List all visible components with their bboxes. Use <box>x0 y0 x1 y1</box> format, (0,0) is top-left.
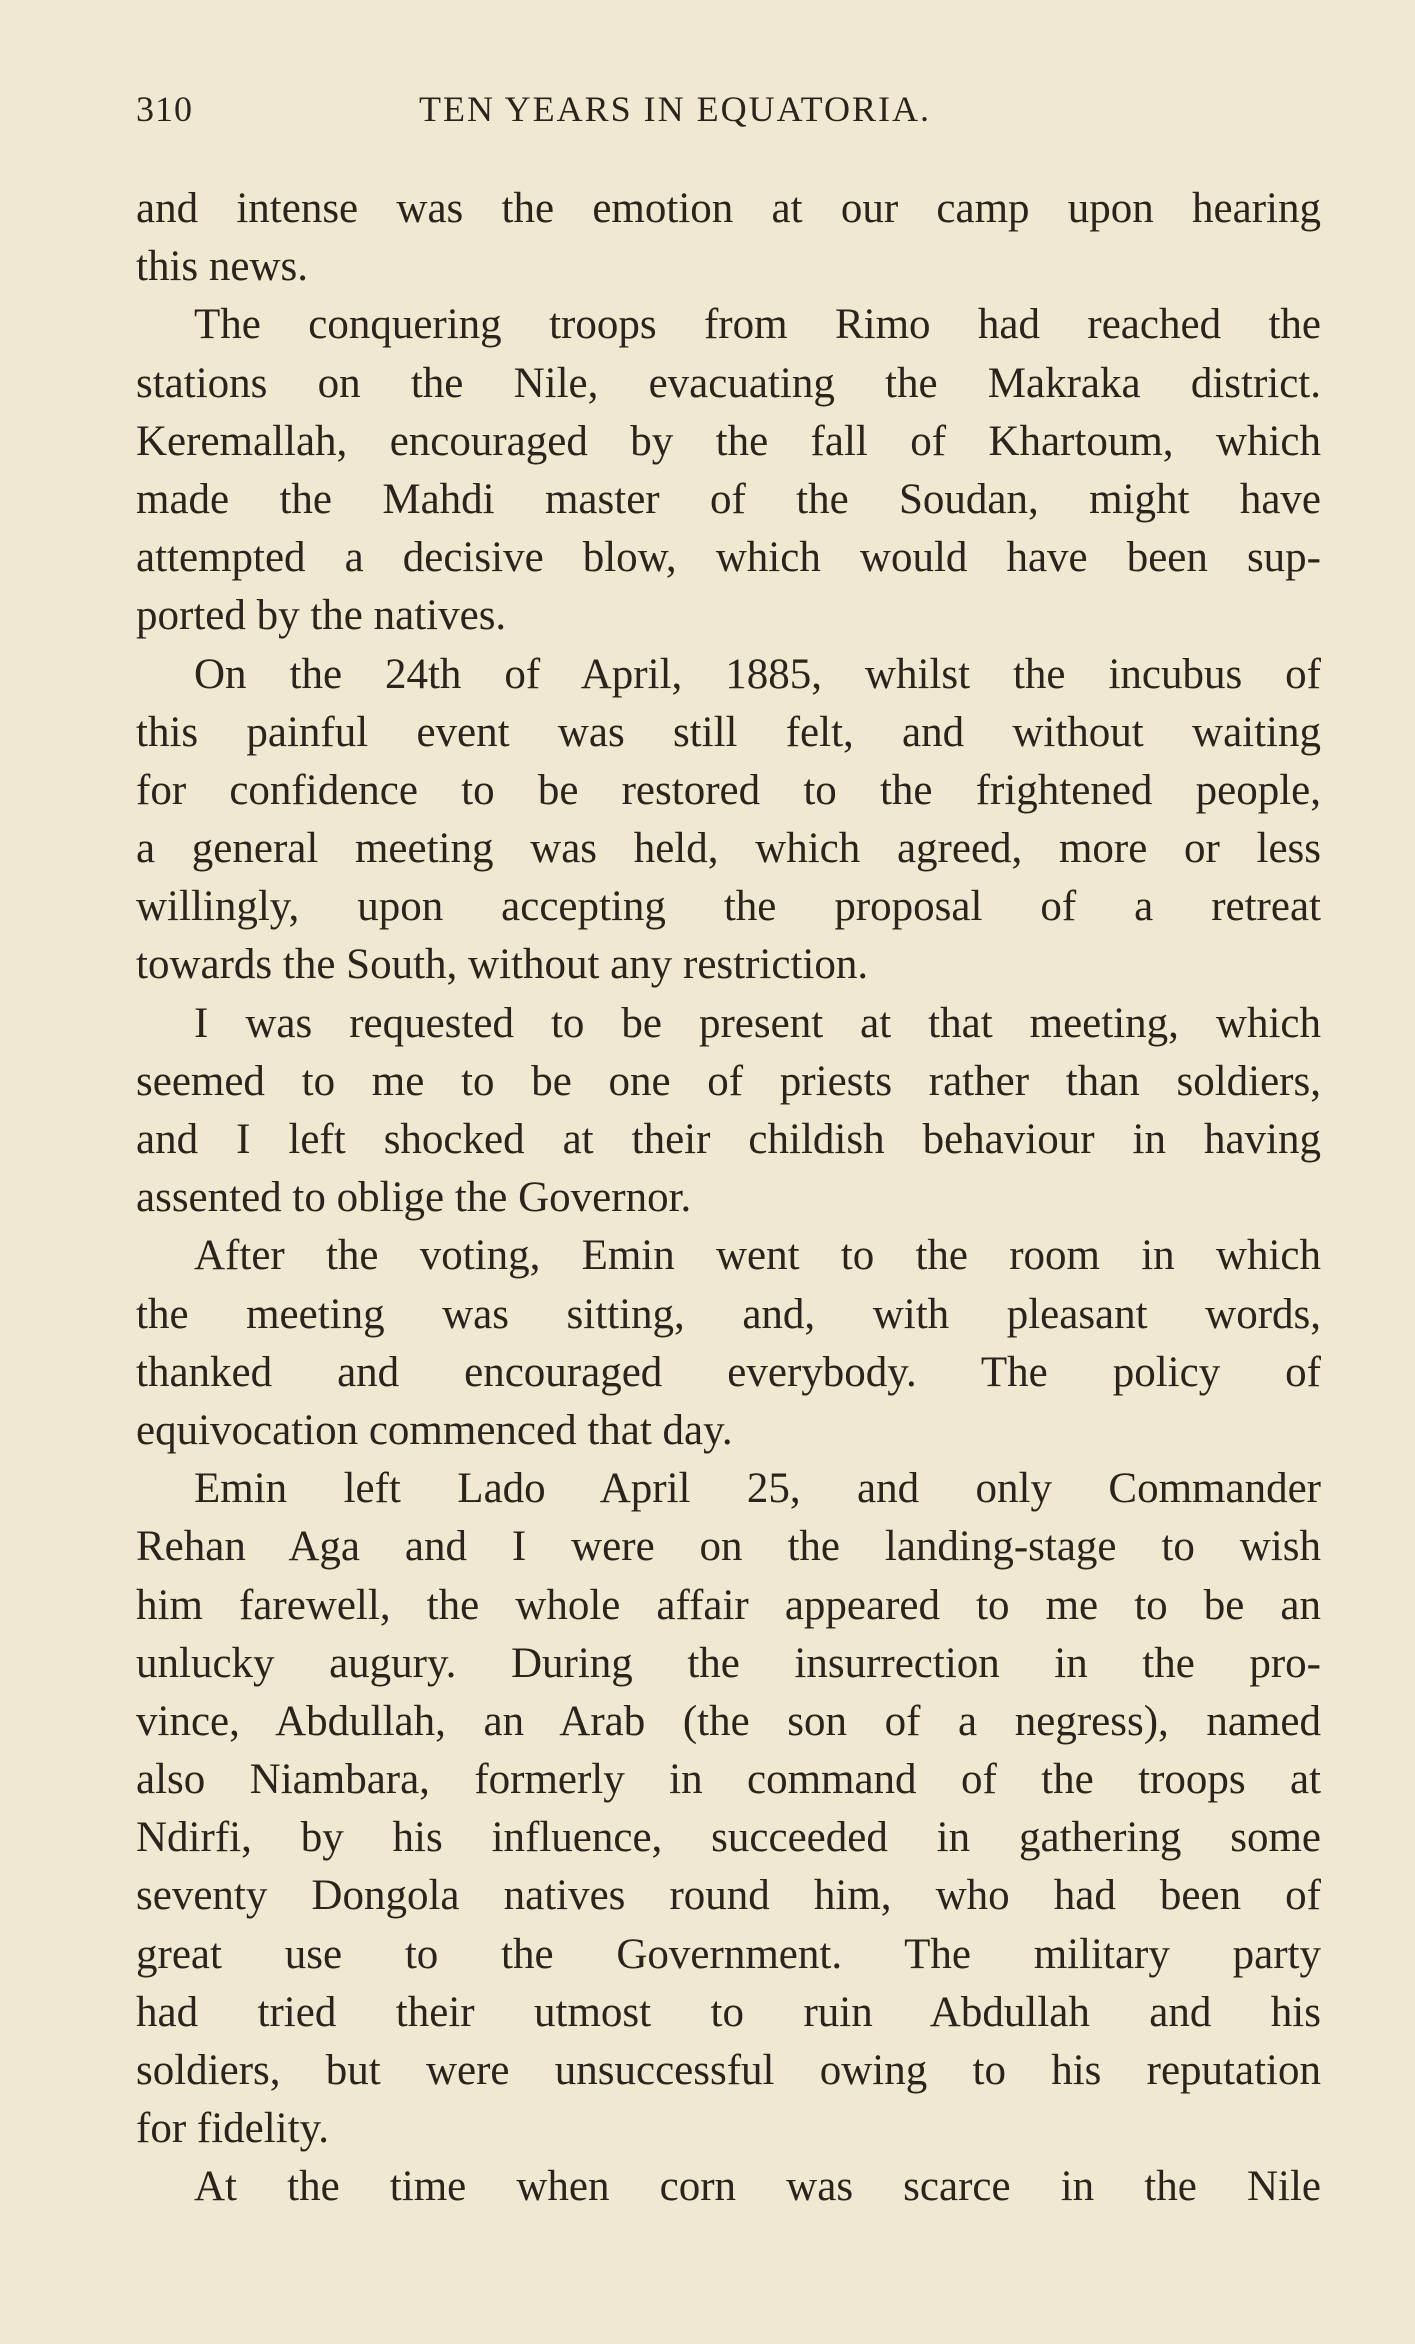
text-line: for confidence to be restored to the frightened people, <box>136 766 1321 814</box>
text-line: ported by the natives. <box>136 592 507 640</box>
text-line: Keremallah, encouraged by the fall of Khartoum, which <box>136 417 1321 465</box>
text-line: seemed to me to be one of priests rather than soldiers, <box>136 1057 1321 1105</box>
text-line: and intense was the emotion at our camp upon hearing <box>136 185 1321 232</box>
text-line: vince, Abdullah, an Arab (the son of a negress), named <box>136 1697 1321 1745</box>
text-line: equivocation commenced that day. <box>136 1406 733 1454</box>
text-line: stations on the Nile, evacuating the Makraka district. <box>136 359 1321 407</box>
text-line: soldiers, but were unsuccessful owing to his reputation <box>136 2047 1321 2094</box>
text-line: The conquering troops from Rimo had reached the <box>194 301 1321 349</box>
text-line: I was requested to be present at that meeting, which <box>194 999 1321 1047</box>
text-line: had tried their utmost to ruin Abdullah and his <box>136 1988 1321 2036</box>
text-line: Ndirfi, by his influence, succeeded in gathering some <box>136 1814 1321 1862</box>
text-line: a general meeting was held, which agreed, more or less <box>136 825 1321 873</box>
text-line: him farewell, the whole affair appeared to me to be an <box>136 1581 1321 1629</box>
text-line: this news. <box>136 243 308 291</box>
text-line: made the Mahdi master of the Soudan, might have <box>136 475 1321 523</box>
text-line: for fidelity. <box>136 2105 330 2153</box>
text-line: On the 24th of April, 1885, whilst the incubus of <box>194 650 1321 698</box>
text-line: Rehan Aga and I were on the landing-stage to wish <box>136 1523 1321 1571</box>
body-text <box>136 180 1321 2217</box>
text-line: great use to the Government. The military party <box>136 1930 1321 1978</box>
text-line: assented to oblige the Governor. <box>136 1174 692 1222</box>
text-line: towards the South, without any restriction. <box>136 941 869 989</box>
text-line: After the voting, Emin went to the room in which <box>194 1232 1321 1280</box>
text-line: thanked and encouraged everybody. The policy of <box>136 1348 1321 1396</box>
text-line: also Niambara, formerly in command of the troops at <box>136 1756 1321 1804</box>
text-line: Emin left Lado April 25, and only Commander <box>194 1465 1321 1513</box>
text-line: the meeting was sitting, and, with pleasant words, <box>136 1290 1321 1338</box>
text-line: unlucky augury. During the insurrection in the pro- <box>136 1639 1321 1687</box>
text-line: attempted a decisive blow, which would have been sup- <box>136 534 1321 582</box>
text-line: willingly, upon accepting the proposal of a retreat <box>136 883 1321 931</box>
text-line: this painful event was still felt, and without waiting <box>136 708 1321 756</box>
text-line: At the time when corn was scarce in the Nile <box>194 2163 1321 2211</box>
text-line: and I left shocked at their childish behaviour in having <box>136 1116 1321 1163</box>
running-title: TEN YEARS IN EQUATORIA. <box>419 89 931 129</box>
text-line: seventy Dongola natives round him, who had been of <box>136 1872 1321 1920</box>
page-number: 310 <box>136 89 193 129</box>
page-header <box>136 88 1321 136</box>
